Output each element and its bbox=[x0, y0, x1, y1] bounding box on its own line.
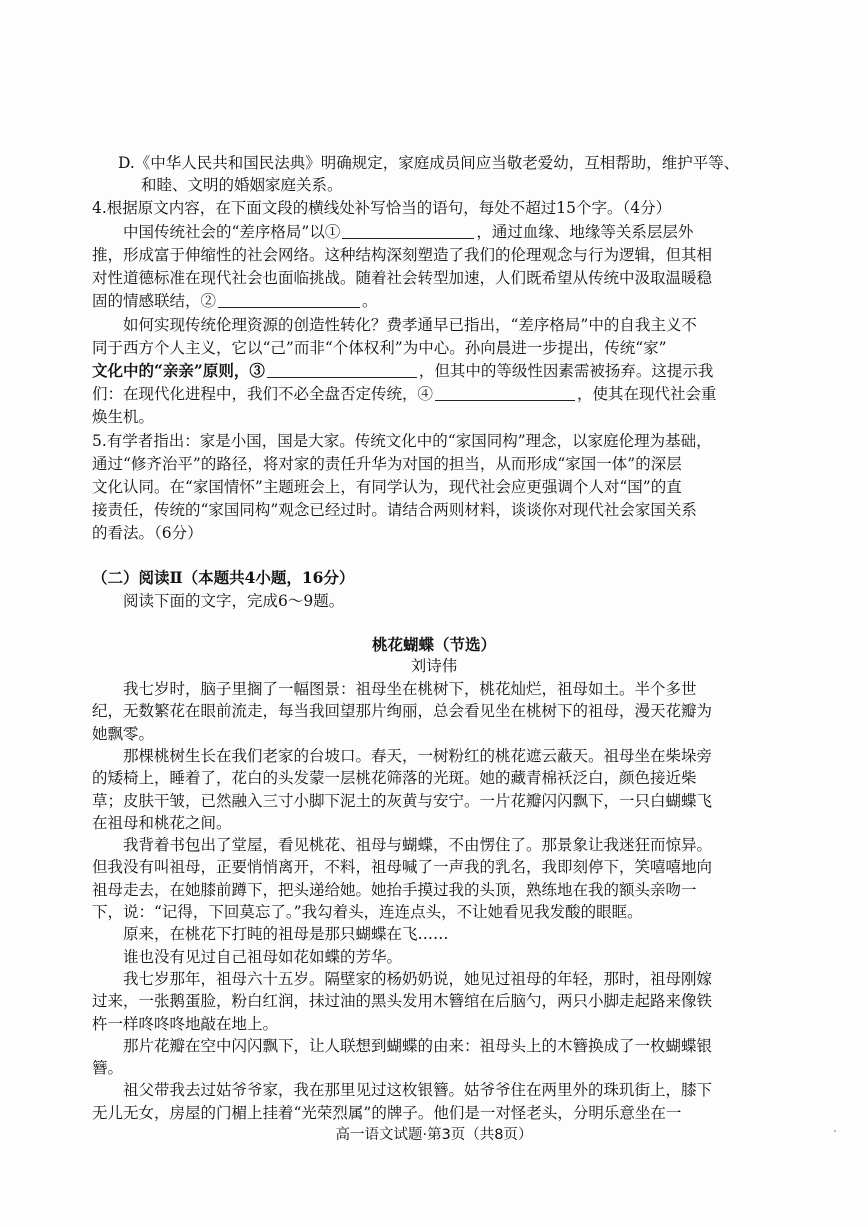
story-line: 的矮椅上，睡着了，花白的头发蒙一层桃花筛落的光斑。她的藏青棉袄泛白，颜色接近柴 bbox=[92, 769, 697, 787]
q4-para2-line4 bbox=[92, 384, 717, 404]
answer-blank-1[interactable] bbox=[342, 224, 474, 239]
answer-blank-4[interactable] bbox=[435, 386, 575, 401]
q4-para1-line3: 对性道德标准在现代社会也面临挑战。随着社会转型加速，人们既希望从传统中汲取温暖稳 bbox=[92, 269, 713, 287]
q4-para2-line3 bbox=[92, 361, 713, 381]
q4-para2-line1: 如何实现传统伦理资源的创造性转化？费孝通早已指出，“差序格局”中的自我主义不 bbox=[123, 316, 697, 334]
q5-line2: 通过“修齐治平”的路径，将对家的责任升华为对国的担当，从而形成“家国一体”的深层 bbox=[92, 455, 682, 473]
story-line: 下，说：“记得，下回莫忘了。”我勾着头，连连点头，不让她看见我发酸的眼眶。 bbox=[92, 903, 643, 921]
q3-option-d-cont: 和睦、文明的婚姻家庭关系。 bbox=[141, 176, 343, 194]
story-line: 那棵桃树生长在我们老家的台坡口。春天，一树粉红的桃花遮云蔽天。祖母坐在柴垛旁 bbox=[123, 747, 713, 765]
story-line: 我七岁那年，祖母六十五岁。隔壁家的杨奶奶说，她见过祖母的年轻，那时，祖母刚嫁 bbox=[123, 970, 713, 988]
page-footer: 高一语文试题·第3页（共8页） bbox=[335, 1127, 533, 1143]
q4-para2-line5: 焕生机。 bbox=[92, 408, 155, 426]
story-line: 簪。 bbox=[92, 1059, 124, 1077]
story-line: 谁也没有见过自己祖母如花如蝶的芳华。 bbox=[123, 948, 403, 966]
story-author: 刘诗伟 bbox=[410, 657, 458, 675]
q4-para2-line2: 同于西方个人主义，它以“己”而非“个体权利”为中心。孙向晨进一步提出，传统“家” bbox=[92, 339, 667, 357]
scan-speck bbox=[834, 1130, 836, 1132]
q4-para1-line2: 推，形成富于伸缩性的社会网络。这种结构深刻塑造了我们的伦理观念与行为逻辑，但其相 bbox=[92, 246, 713, 264]
q4-text: 中国传统社会的“差序格局”以① bbox=[123, 223, 341, 241]
q4-para1-line4 bbox=[92, 291, 378, 311]
q3-option-d: D.《中华人民共和国民法典》明确规定，家庭成员间应当敬老爱幼，互相帮助，维护平等、 bbox=[118, 154, 740, 172]
story-line: 我七岁时，脑子里搁了一幅图景：祖母坐在桃树下，桃花灿烂，祖母如土。半个多世 bbox=[123, 680, 697, 698]
story-line: 在祖母和桃花之间。 bbox=[92, 814, 232, 832]
story-line: 那片花瓣在空中闪闪飘下，让人联想到蝴蝶的由来：祖母头上的木簪换成了一枚蝴蝶银 bbox=[123, 1037, 713, 1055]
answer-blank-3[interactable] bbox=[267, 363, 417, 378]
section-instruction: 阅读下面的文字，完成6～9题。 bbox=[123, 592, 345, 610]
story-line: 她飘零。 bbox=[92, 725, 155, 743]
section-header: （二）阅读Ⅱ（本题共4小题，16分） bbox=[92, 568, 355, 587]
q4-text: ，但其中的等级性因素需被扬弃。这提示我 bbox=[418, 362, 714, 380]
q4-text: 。 bbox=[362, 292, 378, 310]
answer-blank-2[interactable] bbox=[218, 293, 360, 308]
q4-para1-line1 bbox=[123, 222, 693, 242]
story-line: 无儿无女，房屋的门楣上挂着“光荣烈属”的牌子。他们是一对怪老头，分明乐意坐在一 bbox=[92, 1104, 682, 1122]
story-line: 祖父带我去过姑爷爷家，我在那里见过这枚银簪。姑爷爷住在两里外的珠玑街上，膝下 bbox=[123, 1081, 713, 1099]
q4-text: 固的情感联结，② bbox=[92, 292, 217, 310]
story-line: 祖母走去，在她膝前蹲下，把头递给她。她抬手摸过我的头顶，熟练地在我的额头亲吻一 bbox=[92, 881, 697, 899]
story-line: 过来，一张鹅蛋脸，粉白红润，抹过油的黑头发用木簪绾在后脑勺，两只小脚走起路来像铁 bbox=[92, 992, 713, 1010]
q4-prompt: 4.根据原文内容，在下面文段的横线处补写恰当的语句，每处不超过15个字。（4分） bbox=[92, 199, 672, 217]
q5-line3: 文化认同。在“家国情怀”主题班会上，有同学认为，现代社会应更强调个人对“国”的直 bbox=[92, 478, 682, 496]
q4-text: 文化中的“亲亲”原则，③ bbox=[92, 361, 265, 380]
q5-line5: 的看法。（6分） bbox=[92, 524, 203, 542]
story-line: 杵一样咚咚咚地敲在地上。 bbox=[92, 1015, 279, 1033]
story-line: 草；皮肤干皱，已然融入三寸小脚下泥土的灰黄与安宁。一片花瓣闪闪飘下，一只白蝴蝶飞 bbox=[92, 792, 713, 810]
story-line: 原来，在桃花下打盹的祖母是那只蝴蝶在飞…… bbox=[123, 925, 449, 943]
q5-line4: 接责任，传统的“家国同构”观念已经过时。请结合两则材料，谈谈你对现代社会家国关系 bbox=[92, 501, 697, 519]
story-line: 我背着书包出了堂屋，看见桃花、祖母与蝴蝶，不由愣住了。那景象让我迷狂而惊异。 bbox=[123, 836, 713, 854]
story-title: 桃花蝴蝶（节选） bbox=[371, 635, 496, 654]
q4-text: 们：在现代化进程中，我们不必全盘否定传统，④ bbox=[92, 385, 434, 403]
q5-line1: 5.有学者指出：家是小国，国是大家。传统文化中的“家国同构”理念，以家庭伦理为基础， bbox=[92, 432, 712, 450]
q4-text: ，使其在现代社会重 bbox=[577, 385, 717, 403]
story-line: 纪，无数繁花在眼前流走，每当我回望那片绚丽，总会看见坐在桃树下的祖母，漫天花瓣为 bbox=[92, 702, 713, 720]
q4-text: ，通过血缘、地缘等关系层层外 bbox=[476, 223, 694, 241]
story-line: 但我没有叫祖母，正要悄悄离开，不料，祖母喊了一声我的乳名，我即刻停下，笑嘻嘻地向 bbox=[92, 858, 713, 876]
